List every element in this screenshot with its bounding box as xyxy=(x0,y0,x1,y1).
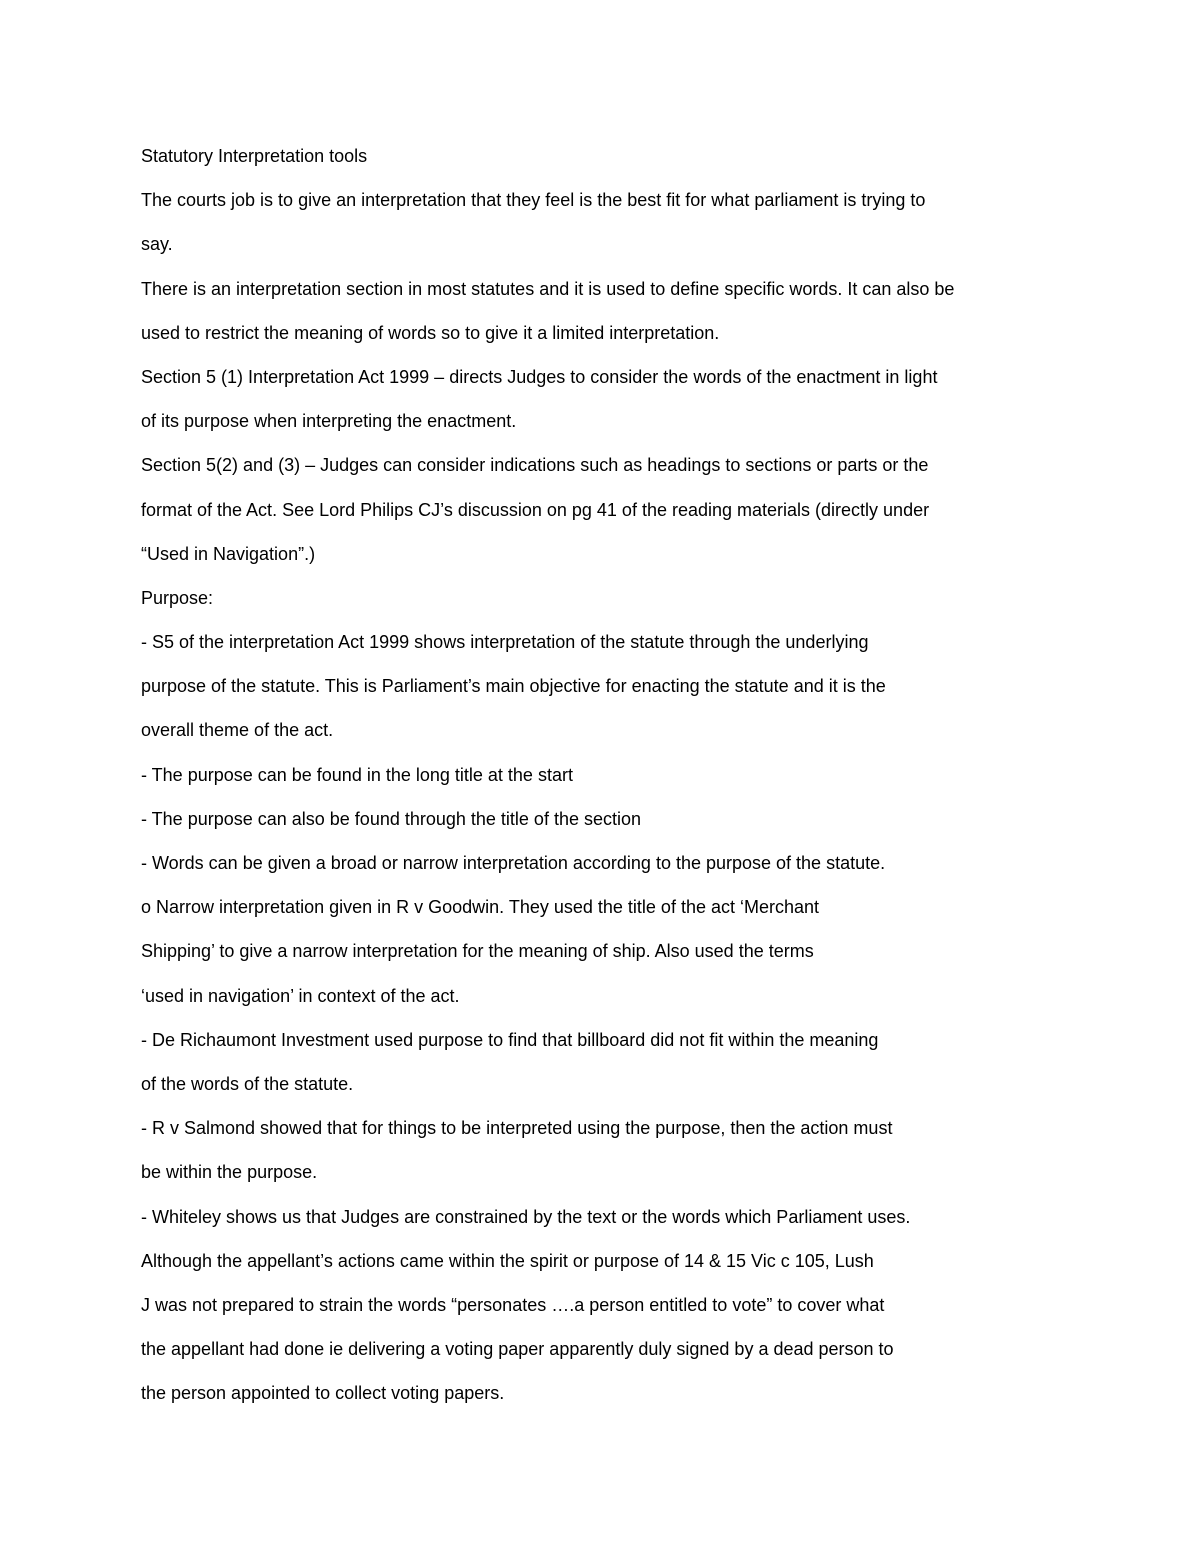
text-line: purpose of the statute. This is Parliament’s main objective for enacting the statute and it is the xyxy=(141,676,886,697)
text-line: There is an interpretation section in most statutes and it is used to define specific words. It can also be xyxy=(141,278,955,299)
text-line: the person appointed to collect voting papers. xyxy=(141,1383,505,1404)
document-body xyxy=(141,134,1061,1415)
text-line: ‘used in navigation’ in context of the act. xyxy=(141,985,460,1006)
text-line: of the words of the statute. xyxy=(141,1073,354,1094)
text-line: Shipping’ to give a narrow interpretation for the meaning of ship. Also used the terms xyxy=(141,941,814,962)
text-line: Section 5 (1) Interpretation Act 1999 – directs Judges to consider the words of the enactment in light xyxy=(141,366,938,387)
text-line: Section 5(2) and (3) – Judges can consider indications such as headings to sections or parts or the xyxy=(141,455,929,476)
section-heading: Purpose: xyxy=(141,587,214,608)
document-title: Statutory Interpretation tools xyxy=(141,146,368,166)
text-line: say. xyxy=(141,234,173,255)
text-line: The courts job is to give an interpretation that they feel is the best fit for what parliament is trying to xyxy=(141,190,926,211)
text-line: “Used in Navigation”.) xyxy=(141,543,316,564)
bullet-line: - R v Salmond showed that for things to be interpreted using the purpose, then the action must xyxy=(141,1118,893,1139)
bullet-line: - The purpose can be found in the long title at the start xyxy=(141,764,573,785)
text-line: the appellant had done ie delivering a voting paper apparently duly signed by a dead person to xyxy=(141,1339,894,1360)
text-line: overall theme of the act. xyxy=(141,720,334,741)
bullet-line: - The purpose can also be found through the title of the section xyxy=(141,808,642,829)
text-line: J was not prepared to strain the words “personates ….a person entitled to vote” to cover what xyxy=(141,1294,885,1315)
text-line: format of the Act. See Lord Philips CJ’s discussion on pg 41 of the reading materials (directly under xyxy=(141,499,930,520)
bullet-line: - Words can be given a broad or narrow interpretation according to the purpose of the statute. xyxy=(141,853,886,873)
bullet-line: - De Richaumont Investment used purpose to find that billboard did not fit within the meaning xyxy=(141,1029,879,1050)
sub-bullet-line: o Narrow interpretation given in R v Goodwin. They used the title of the act ‘Merchant xyxy=(141,897,820,918)
text-line: be within the purpose. xyxy=(141,1162,318,1183)
bullet-line: - S5 of the interpretation Act 1999 shows interpretation of the statute through the underlying xyxy=(141,632,869,653)
text-line: of its purpose when interpreting the enactment. xyxy=(141,411,517,432)
text-line: Although the appellant’s actions came within the spirit or purpose of 14 & 15 Vic c 105, Lush xyxy=(141,1250,874,1271)
text-line: used to restrict the meaning of words so to give it a limited interpretation. xyxy=(141,322,720,343)
bullet-line: - Whiteley shows us that Judges are constrained by the text or the words which Parliament uses. xyxy=(141,1206,911,1227)
